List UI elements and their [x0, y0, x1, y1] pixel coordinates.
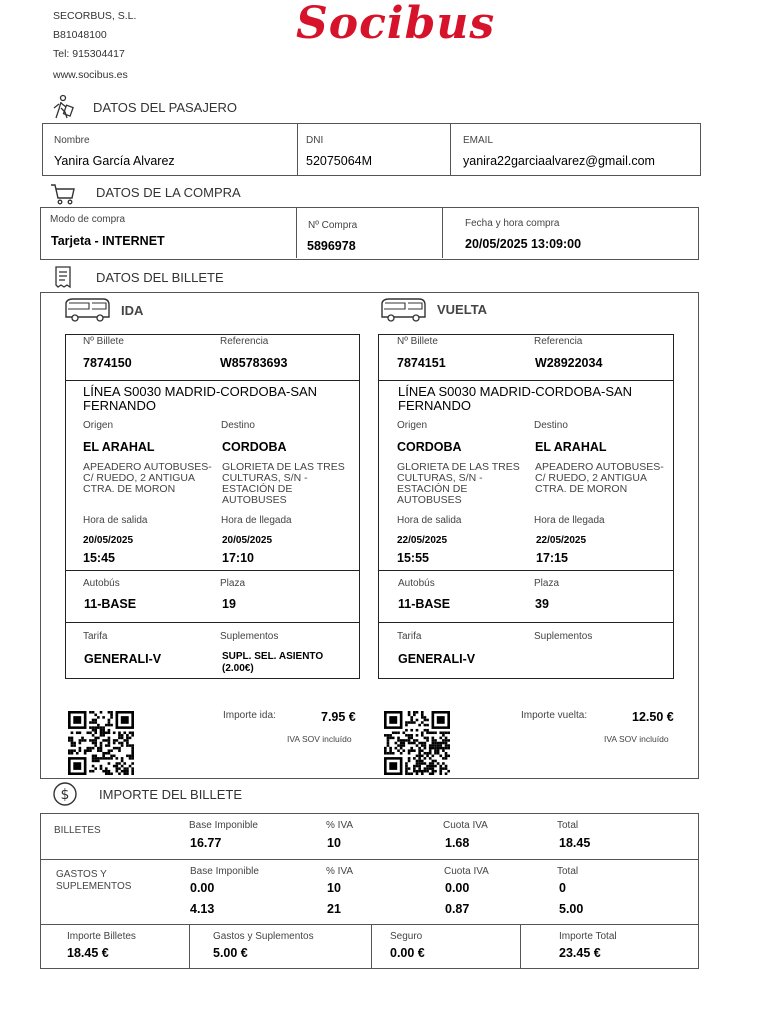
total-gastos-value: 5.00 €	[213, 946, 248, 960]
iva-note-ida: IVA SOV incluído	[287, 734, 352, 744]
ida-destino-value: CORDOBA	[222, 440, 287, 454]
gastos-iva-2: 21	[327, 902, 341, 916]
vuelta-autobus-label: Autobús	[398, 578, 435, 589]
company-cif: B81048100	[53, 29, 107, 41]
svg-text:$: $	[60, 787, 70, 803]
section-title-pasajero: DATOS DEL PASAJERO	[93, 100, 238, 115]
vuelta-origen-value: CORDOBA	[397, 440, 462, 454]
ida-salida-hora: 15:45	[83, 551, 115, 565]
total-gastos-label: Gastos y Suplementos	[213, 931, 314, 942]
ida-plaza-value: 19	[222, 597, 236, 611]
ida-tarifa-value: GENERALI-V	[84, 652, 162, 666]
gastos-iva-header: % IVA	[326, 866, 354, 877]
billetes-base-value: 16.77	[190, 836, 222, 850]
vuelta-ref-value: W28922034	[535, 356, 603, 370]
nombre-value: Yanira García Alvarez	[54, 154, 175, 168]
billetes-total-value: 18.45	[559, 836, 591, 850]
company-tel: Tel: 915304417	[53, 48, 125, 60]
ida-ref-value: W85783693	[220, 356, 288, 370]
socibus-logo: Socibus	[296, 0, 496, 49]
vuelta-num-value: 7874151	[397, 356, 446, 370]
ida-title: IDA	[121, 303, 144, 318]
vuelta-linea-1: LÍNEA S0030 MADRID-CORDOBA-SAN	[398, 384, 633, 399]
vuelta-ref-label: Referencia	[534, 336, 583, 347]
billetes-iva-value: 10	[327, 836, 341, 850]
vuelta-llegada-hora: 17:15	[536, 551, 568, 565]
ida-linea-1: LÍNEA S0030 MADRID-CORDOBA-SAN	[83, 384, 318, 399]
billetes-total-header: Total	[557, 820, 579, 831]
vuelta-num-label: Nº Billete	[397, 336, 438, 347]
vuelta-plaza-value: 39	[535, 597, 549, 611]
gastos-cuota-2: 0.87	[445, 902, 470, 916]
vuelta-salida-hora: 15:55	[397, 551, 429, 565]
dni-value: 52075064M	[306, 154, 373, 168]
ida-ticket	[65, 334, 360, 679]
ida-llegada-hora: 17:10	[222, 551, 254, 565]
gastos-total-1: 0	[559, 881, 566, 895]
vuelta-llegada-label: Hora de llegada	[534, 515, 605, 526]
gastos-label: GASTOS Y SUPLEMENTOS	[56, 869, 132, 892]
num-compra-label: Nº Compra	[308, 220, 358, 231]
seguro-value: 0.00 €	[390, 946, 425, 960]
dollar-icon	[52, 781, 78, 807]
importe-total-label: Importe Total	[559, 931, 617, 942]
ticket-icon	[50, 264, 76, 290]
ida-llegada-label: Hora de llegada	[221, 515, 292, 526]
vuelta-ticket	[378, 334, 674, 679]
ida-tarifa-label: Tarifa	[83, 631, 108, 642]
billetes-label: BILLETES	[54, 825, 101, 836]
num-compra-value: 5896978	[307, 239, 356, 253]
gastos-base-2: 4.13	[190, 902, 215, 916]
vuelta-origen-address: GLORIETA DE LAS TRES CULTURAS, S/N - ESTACIÓN DE AUTOBUSES	[397, 461, 520, 506]
billetes-iva-header: % IVA	[326, 820, 354, 831]
gastos-total-2: 5.00	[559, 902, 584, 916]
ida-salida-label: Hora de salida	[83, 515, 148, 526]
vuelta-salida-label: Hora de salida	[397, 515, 462, 526]
vuelta-suplementos-label: Suplementos	[534, 631, 593, 642]
ida-origen-label: Origen	[83, 420, 114, 431]
ida-suplementos-1: SUPL. SEL. ASIENTO	[222, 651, 324, 662]
ida-suplementos-label: Suplementos	[220, 631, 279, 642]
qr-code-ida	[68, 711, 134, 775]
modo-compra-value: Tarjeta - INTERNET	[51, 234, 165, 248]
ida-origen-value: EL ARAHAL	[83, 440, 155, 454]
ida-origen-address: APEADERO AUTOBUSES- C/ RUEDO, 2 ANTIGUA CTRA. DE MORON	[83, 461, 212, 495]
ida-autobus-value: 11-BASE	[84, 597, 137, 611]
nombre-label: Nombre	[54, 135, 90, 146]
email-value: yanira22garciaalvarez@gmail.com	[463, 154, 655, 168]
ida-destino-address: GLORIETA DE LAS TRES CULTURAS, S/N - ESTACIÓN DE AUTOBUSES	[222, 461, 345, 506]
fecha-compra-value: 20/05/2025 13:09:00	[465, 237, 582, 251]
gastos-iva-1: 10	[327, 881, 341, 895]
ida-num-label: Nº Billete	[83, 336, 124, 347]
pasajero-box	[42, 123, 701, 176]
ida-plaza-label: Plaza	[220, 578, 246, 589]
vuelta-llegada-fecha: 22/05/2025	[536, 535, 587, 546]
ida-linea-2: FERNANDO	[83, 398, 156, 413]
vuelta-plaza-label: Plaza	[534, 578, 560, 589]
vuelta-salida-fecha: 22/05/2025	[397, 535, 448, 546]
email-label: EMAIL	[463, 135, 494, 146]
gastos-cuota-header: Cuota IVA	[444, 866, 489, 877]
gastos-base-header: Base Imponible	[190, 866, 259, 877]
company-name: SECORBUS, S.L.	[53, 10, 137, 22]
vuelta-destino-address: APEADERO AUTOBUSES- C/ RUEDO, 2 ANTIGUA CTRA. DE MORON	[535, 461, 664, 495]
vuelta-destino-label: Destino	[534, 420, 568, 431]
vuelta-autobus-value: 11-BASE	[398, 597, 451, 611]
vuelta-title: VUELTA	[437, 302, 488, 317]
dni-label: DNI	[306, 135, 324, 146]
importe-ida-label: Importe ida:	[223, 710, 276, 721]
section-title-importe: IMPORTE DEL BILLETE	[99, 787, 243, 802]
seguro-label: Seguro	[390, 931, 423, 942]
qr-code-vuelta	[384, 711, 450, 775]
bus-icon-vuelta	[379, 297, 427, 323]
ida-ref-label: Referencia	[220, 336, 269, 347]
ida-suplementos-2: (2.00€)	[222, 663, 254, 674]
gastos-base-1: 0.00	[190, 881, 215, 895]
cart-icon	[50, 181, 76, 207]
ida-destino-label: Destino	[221, 420, 255, 431]
importe-vuelta-value: 12.50 €	[632, 710, 674, 724]
total-billetes-value: 18.45 €	[67, 946, 109, 960]
importe-vuelta-label: Importe vuelta:	[521, 710, 588, 721]
vuelta-origen-label: Origen	[397, 420, 428, 431]
importe-box	[40, 813, 699, 969]
ida-llegada-fecha: 20/05/2025	[222, 535, 273, 546]
gastos-cuota-1: 0.00	[445, 881, 470, 895]
fecha-compra-label: Fecha y hora compra	[465, 218, 560, 229]
iva-note-vuelta: IVA SOV incluído	[604, 734, 669, 744]
compra-box	[40, 207, 699, 260]
vuelta-destino-value: EL ARAHAL	[535, 440, 607, 454]
importe-total-value: 23.45 €	[559, 946, 601, 960]
company-web: www.socibus.es	[53, 69, 128, 81]
section-title-billete: DATOS DEL BILLETE	[96, 270, 224, 285]
section-title-compra: DATOS DE LA COMPRA	[96, 185, 241, 200]
vuelta-tarifa-value: GENERALI-V	[398, 652, 476, 666]
gastos-total-header: Total	[557, 866, 579, 877]
ida-autobus-label: Autobús	[83, 578, 120, 589]
vuelta-linea-2: FERNANDO	[398, 398, 471, 413]
billetes-cuota-header: Cuota IVA	[443, 820, 488, 831]
modo-compra-label: Modo de compra	[50, 214, 126, 225]
billetes-cuota-value: 1.68	[445, 836, 470, 850]
total-billetes-label: Importe Billetes	[67, 931, 136, 942]
importe-ida-value: 7.95 €	[321, 710, 356, 724]
billetes-base-header: Base Imponible	[189, 820, 258, 831]
ida-num-value: 7874150	[83, 356, 132, 370]
ida-salida-fecha: 20/05/2025	[83, 535, 134, 546]
bus-icon-ida	[63, 297, 111, 323]
traveler-icon	[50, 94, 76, 120]
vuelta-tarifa-label: Tarifa	[397, 631, 422, 642]
